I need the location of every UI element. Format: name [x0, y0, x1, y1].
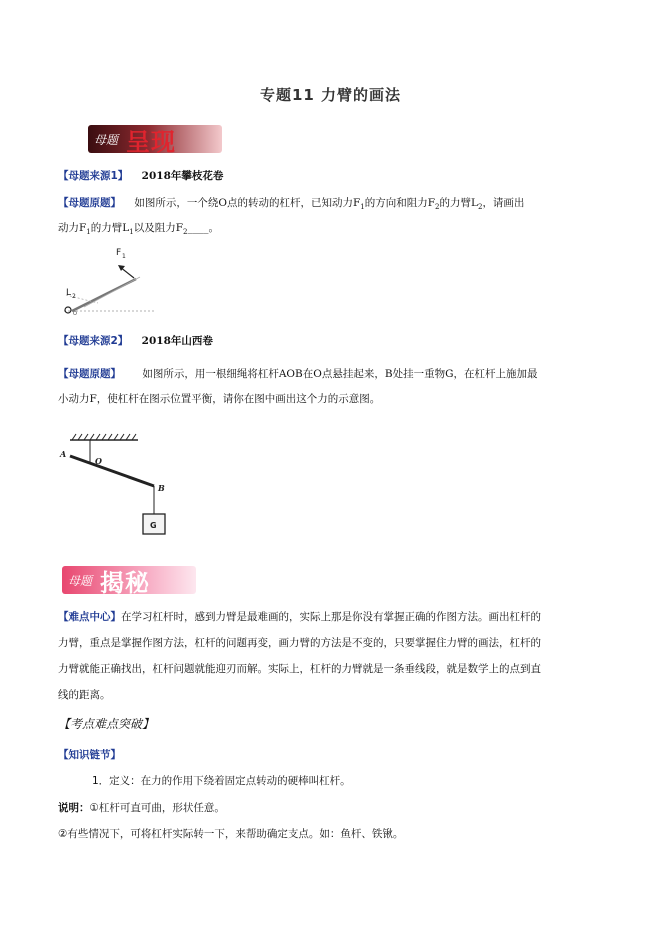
source-2-tag: 【母题来源2】 — [58, 335, 129, 347]
difficulty-paragraph — [58, 604, 606, 708]
difficulty-tag: 【难点中心】 — [58, 611, 121, 623]
problem-1-line-2 — [58, 221, 219, 239]
banner-big-label: 揭秘 — [100, 568, 151, 597]
problem-1-text: 的力臂L — [90, 222, 130, 234]
subscript: 2 — [435, 203, 440, 212]
lever-figure-2 — [58, 428, 178, 538]
point-o-label: O — [95, 456, 102, 466]
weight-g-label: G — [150, 521, 157, 530]
lever-bar-edge — [84, 277, 140, 307]
l2-label: L — [66, 288, 72, 298]
problem-2-text: 如图所示，用一根细绳将杠杆AOB在O点悬挂起来，B处挂一重物G，在杠杆上施加最 — [142, 368, 538, 380]
note-text: ①杠杆可直可曲，形状任意。 — [89, 802, 225, 814]
lever-aob — [70, 456, 154, 486]
f1-label: F — [116, 248, 122, 258]
point-a-label: A — [60, 449, 67, 459]
lever-bar — [72, 279, 136, 311]
subscript: 2 — [477, 203, 483, 212]
knowledge-tag: 【知识链节】 — [58, 749, 121, 761]
problem-2-line-2: 小动力F，使杠杆在图示位置平衡，请你在图中画出这个力的示意图。 — [58, 393, 381, 405]
point-b-label: B — [158, 483, 165, 493]
difficulty-line-2: 力臂，重点是掌握作图方法，杠杆的问题再变，画力臂的方法是不变的，只要掌握住力臂的画法，杠杆的 — [58, 637, 541, 649]
f1-sub-label: 1 — [122, 253, 126, 260]
o-label: O — [73, 311, 77, 317]
banner-presentation — [88, 125, 222, 156]
l2-sub-label: 2 — [72, 293, 76, 300]
problem-1-text: ____。 — [187, 222, 219, 234]
problem-1-text: 如图所示，一个绕O点的转动的杠杆，已知动力F — [134, 197, 361, 209]
banner-small-label: 母题 — [94, 132, 119, 147]
subscript: 1 — [129, 228, 134, 237]
subscript: 1 — [360, 203, 365, 212]
difficulty-line-4: 线的距离。 — [58, 689, 111, 701]
problem-1-text: 的力臂L — [439, 197, 478, 209]
problem-1-line-1 — [58, 196, 524, 214]
difficulty-text: 在学习杠杆时，感到力臂是最难画的，实际上那是你没有掌握正确的作图方法。画出杠杆的 — [121, 611, 541, 623]
problem-2-tag: 【母题原题】 — [58, 368, 121, 380]
knowledge-heading — [58, 748, 121, 762]
difficulty-line-3: 力臂就能正确找出，杠杆问题就能迎刃而解。实际上，杠杆的力臂就是一条垂线段，就是数学上的点到直 — [58, 663, 541, 675]
source-1-text: 2018年攀枝花卷 — [141, 170, 224, 182]
problem-1-text: 以及阻力F — [133, 222, 184, 234]
problem-1-text: 的方向和阻力F — [364, 197, 436, 209]
knowledge-note-1 — [58, 801, 225, 815]
knowledge-note-2: ②有些情况下，可将杠杆实际转一下，来帮助确定支点。如：鱼杆、铁锹。 — [58, 828, 404, 840]
difficulty-line-1 — [58, 604, 606, 630]
pivot-circle — [65, 307, 71, 313]
banner-small-label: 母题 — [68, 573, 93, 588]
source-2 — [58, 334, 213, 348]
banner-big-label: 呈现 — [126, 127, 177, 156]
source-1-tag: 【母题来源1】 — [58, 170, 129, 182]
source-1 — [58, 169, 223, 183]
subscript: 2 — [183, 228, 188, 237]
problem-1-text: 动力F — [58, 222, 87, 234]
subscript: 1 — [86, 228, 91, 237]
breakthrough-heading: 【考点难点突破】 — [58, 717, 155, 731]
ceiling-hatch — [72, 434, 136, 440]
lever-figure-1 — [58, 245, 168, 320]
source-2-text: 2018年山西卷 — [141, 335, 213, 347]
problem-2-line-1 — [58, 367, 537, 381]
page-title: 专题11 力臂的画法 — [259, 86, 402, 104]
problem-1-text: ，请画出 — [482, 197, 525, 209]
problem-1-tag: 【母题原题】 — [58, 197, 121, 209]
note-label: 说明： — [58, 802, 90, 814]
knowledge-item-1: 1．定义：在力的作用下绕着固定点转动的硬棒叫杠杆。 — [92, 775, 351, 787]
banner-secret — [62, 566, 196, 597]
